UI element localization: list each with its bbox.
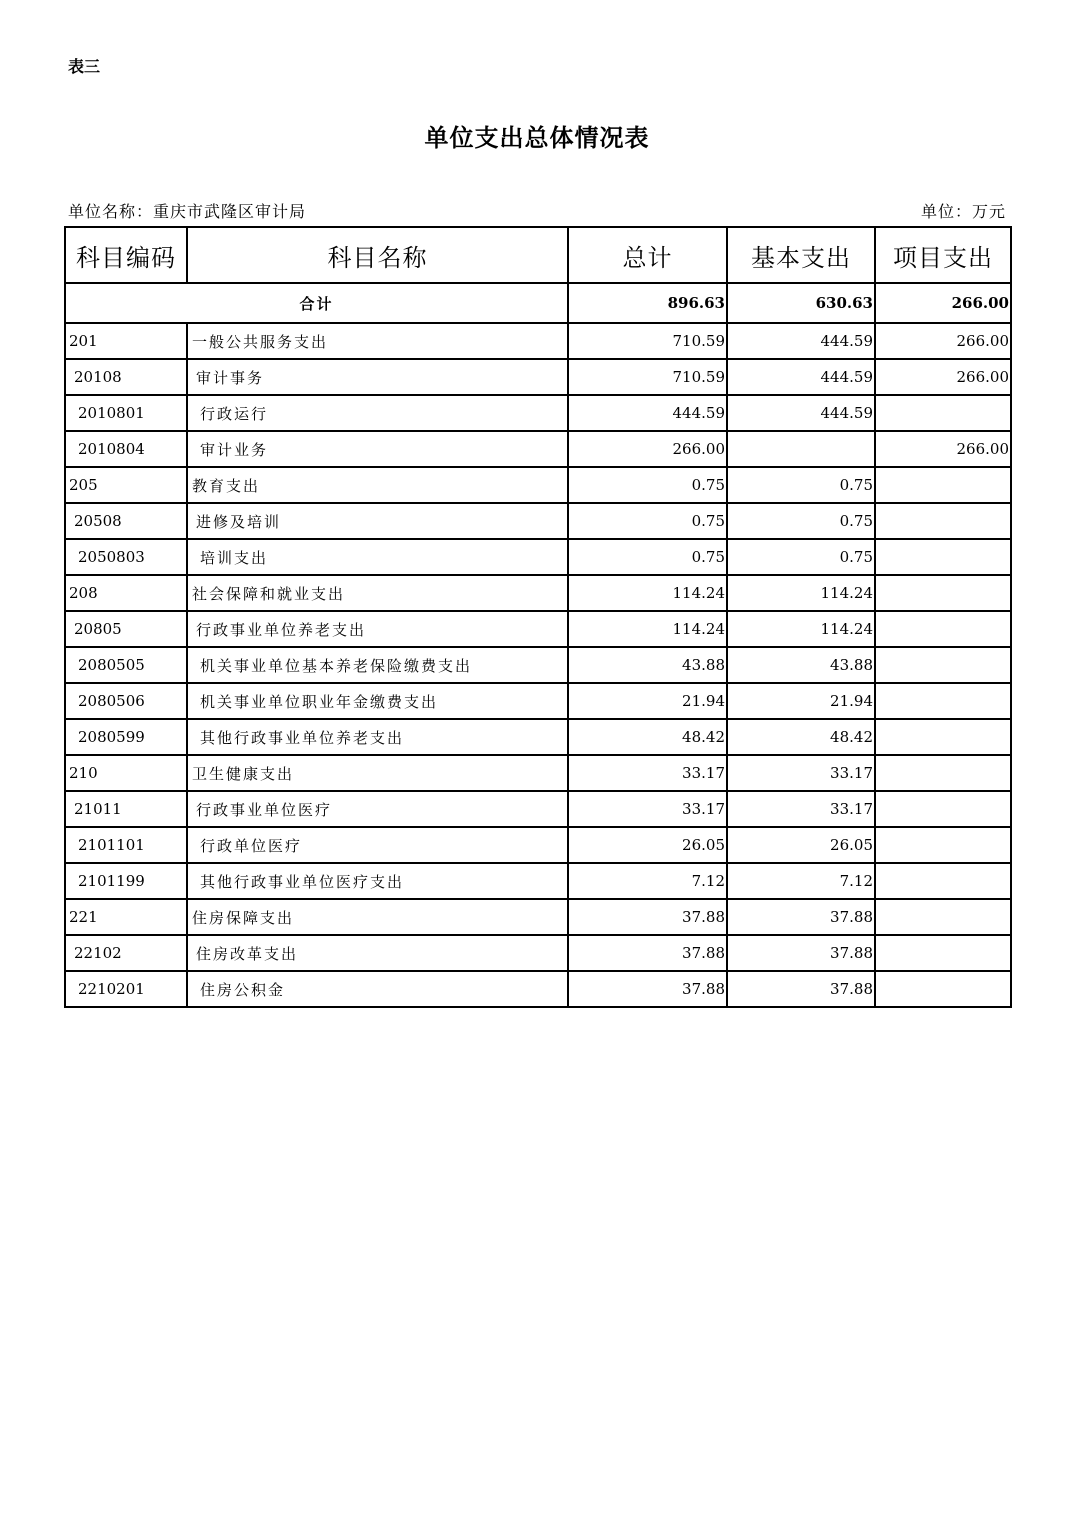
row-basic: 37.88: [727, 971, 875, 1007]
row-code: 210: [65, 755, 187, 791]
row-code: 221: [65, 899, 187, 935]
currency-unit-label: 单位：万元: [920, 202, 1006, 221]
header-row: [65, 227, 1011, 283]
row-project: [875, 467, 1011, 503]
table-row: [65, 827, 1011, 863]
row-code: 208: [65, 575, 187, 611]
row-name: 行政事业单位养老支出: [187, 611, 568, 647]
row-total: 0.75: [568, 539, 727, 575]
row-name: 其他行政事业单位医疗支出: [187, 863, 568, 899]
table-row: [65, 395, 1011, 431]
table-row: [65, 539, 1011, 575]
row-basic: 444.59: [727, 359, 875, 395]
row-code: 2101101: [65, 827, 187, 863]
row-total: 37.88: [568, 971, 727, 1007]
row-project: [875, 935, 1011, 971]
row-basic: 0.75: [727, 503, 875, 539]
row-basic: 0.75: [727, 539, 875, 575]
row-code: 2050803: [65, 539, 187, 575]
row-total: 48.42: [568, 719, 727, 755]
row-basic: [727, 431, 875, 467]
table-row: [65, 503, 1011, 539]
row-code: 205: [65, 467, 187, 503]
row-basic: 26.05: [727, 827, 875, 863]
row-total: 21.94: [568, 683, 727, 719]
row-total: 0.75: [568, 467, 727, 503]
row-project: [875, 971, 1011, 1007]
table-row: [65, 863, 1011, 899]
row-total: 7.12: [568, 863, 727, 899]
total-row: [65, 283, 1011, 323]
row-name: 住房保障支出: [187, 899, 568, 935]
table-row: [65, 323, 1011, 359]
row-code: 2010804: [65, 431, 187, 467]
row-project: [875, 719, 1011, 755]
header-name: 科目名称: [187, 227, 568, 283]
table-row: [65, 899, 1011, 935]
row-code: 22102: [65, 935, 187, 971]
total-project: 266.00: [875, 283, 1011, 323]
header-total: 总计: [568, 227, 727, 283]
page-title: 单位支出总体情况表: [424, 123, 650, 152]
row-total: 710.59: [568, 359, 727, 395]
row-project: 266.00: [875, 323, 1011, 359]
header-project: 项目支出: [875, 227, 1011, 283]
row-code: 20805: [65, 611, 187, 647]
row-total: 114.24: [568, 611, 727, 647]
table-row: [65, 683, 1011, 719]
table-row: [65, 971, 1011, 1007]
row-name: 住房公积金: [187, 971, 568, 1007]
row-total: 26.05: [568, 827, 727, 863]
row-total: 33.17: [568, 755, 727, 791]
table-row: [65, 935, 1011, 971]
row-project: [875, 539, 1011, 575]
row-code: 2010801: [65, 395, 187, 431]
row-code: 20508: [65, 503, 187, 539]
row-total: 444.59: [568, 395, 727, 431]
row-basic: 444.59: [727, 395, 875, 431]
row-name: 其他行政事业单位养老支出: [187, 719, 568, 755]
total-basic: 630.63: [727, 283, 875, 323]
table-row: [65, 791, 1011, 827]
header-basic: 基本支出: [727, 227, 875, 283]
header-code: 科目编码: [65, 227, 187, 283]
total-sum: 896.63: [568, 283, 727, 323]
table-row: [65, 611, 1011, 647]
row-basic: 43.88: [727, 647, 875, 683]
row-name: 进修及培训: [187, 503, 568, 539]
row-project: 266.00: [875, 431, 1011, 467]
row-project: [875, 395, 1011, 431]
row-total: 33.17: [568, 791, 727, 827]
row-total: 43.88: [568, 647, 727, 683]
row-project: [875, 647, 1011, 683]
row-project: [875, 575, 1011, 611]
row-basic: 33.17: [727, 791, 875, 827]
row-name: 培训支出: [187, 539, 568, 575]
row-project: [875, 611, 1011, 647]
row-code: 2210201: [65, 971, 187, 1007]
row-project: [875, 755, 1011, 791]
row-total: 37.88: [568, 935, 727, 971]
row-name: 住房改革支出: [187, 935, 568, 971]
table-row: [65, 431, 1011, 467]
table-row: [65, 467, 1011, 503]
row-name: 社会保障和就业支出: [187, 575, 568, 611]
row-basic: 114.24: [727, 611, 875, 647]
row-code: 21011: [65, 791, 187, 827]
row-project: [875, 503, 1011, 539]
row-name: 机关事业单位职业年金缴费支出: [187, 683, 568, 719]
row-code: 20108: [65, 359, 187, 395]
row-code: 2080599: [65, 719, 187, 755]
row-name: 审计业务: [187, 431, 568, 467]
row-basic: 37.88: [727, 935, 875, 971]
row-name: 行政事业单位医疗: [187, 791, 568, 827]
row-basic: 21.94: [727, 683, 875, 719]
table-row: [65, 719, 1011, 755]
row-project: [875, 863, 1011, 899]
row-name: 审计事务: [187, 359, 568, 395]
row-name: 行政运行: [187, 395, 568, 431]
row-basic: 444.59: [727, 323, 875, 359]
row-total: 0.75: [568, 503, 727, 539]
table-row: [65, 647, 1011, 683]
row-basic: 37.88: [727, 899, 875, 935]
row-code: 2080506: [65, 683, 187, 719]
row-basic: 0.75: [727, 467, 875, 503]
row-basic: 33.17: [727, 755, 875, 791]
row-basic: 114.24: [727, 575, 875, 611]
row-total: 114.24: [568, 575, 727, 611]
row-basic: 7.12: [727, 863, 875, 899]
row-code: 2101199: [65, 863, 187, 899]
row-name: 卫生健康支出: [187, 755, 568, 791]
row-basic: 48.42: [727, 719, 875, 755]
row-name: 教育支出: [187, 467, 568, 503]
row-name: 一般公共服务支出: [187, 323, 568, 359]
row-code: 201: [65, 323, 187, 359]
table-tag: 表三: [68, 57, 101, 76]
row-project: [875, 791, 1011, 827]
total-label: 合计: [65, 283, 568, 323]
row-project: [875, 683, 1011, 719]
row-total: 37.88: [568, 899, 727, 935]
row-total: 266.00: [568, 431, 727, 467]
table-row: [65, 575, 1011, 611]
unit-name-label: 单位名称：重庆市武隆区审计局: [68, 202, 307, 221]
row-project: [875, 899, 1011, 935]
row-name: 行政单位医疗: [187, 827, 568, 863]
row-name: 机关事业单位基本养老保险缴费支出: [187, 647, 568, 683]
expenditure-table: [64, 226, 1012, 1008]
row-project: [875, 827, 1011, 863]
row-total: 710.59: [568, 323, 727, 359]
row-project: 266.00: [875, 359, 1011, 395]
row-code: 2080505: [65, 647, 187, 683]
table-row: [65, 359, 1011, 395]
table-row: [65, 755, 1011, 791]
